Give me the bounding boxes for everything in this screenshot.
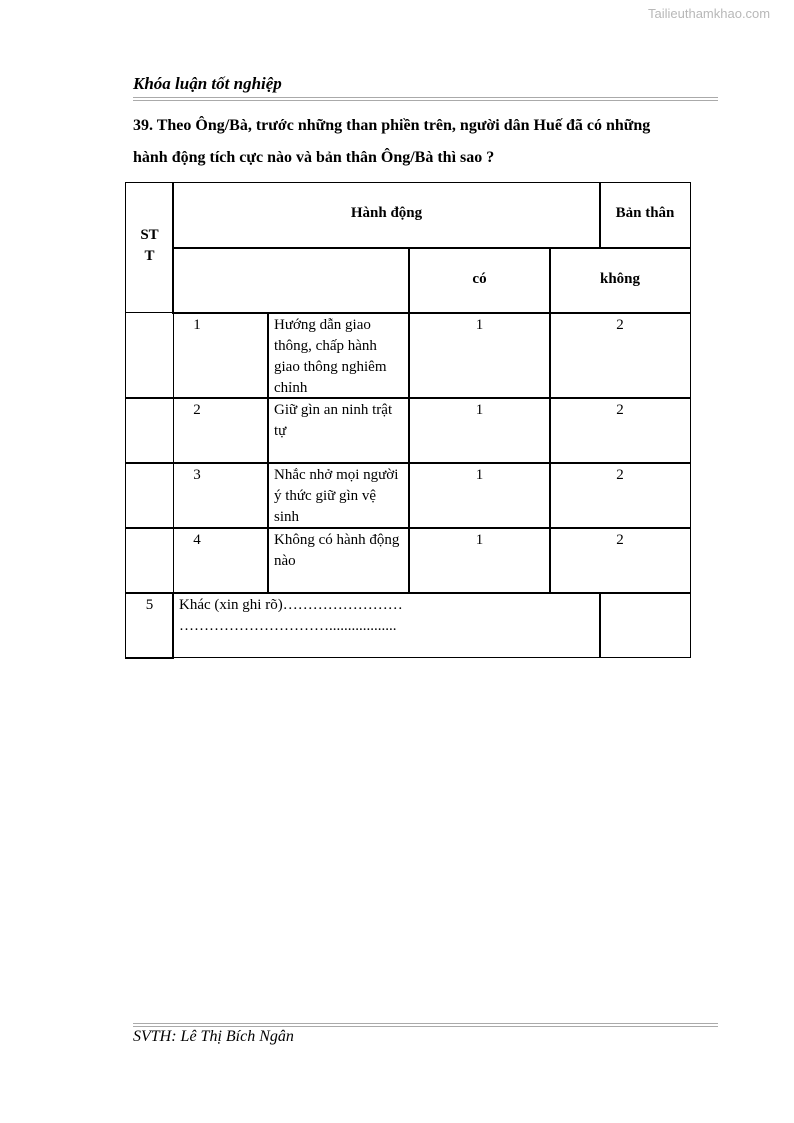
running-header: Khóa luận tốt nghiệp [133,74,282,93]
row-number: 2 [125,397,269,464]
row-no: 2 [549,312,691,399]
row-number: 3 [125,462,269,529]
header-no: không [549,247,691,314]
row-action: Nhắc nhở mọi người ý thức giữ gìn vệ sinh [267,462,410,529]
header-stt-label: ST T [140,227,159,264]
row-number: 1 [125,312,269,399]
row-number: 4 [125,527,269,594]
question-line-2: hành động tích cực nào và bản thân Ông/Bà thì sao ? [133,149,495,166]
row-action: Không có hành động nào [267,527,410,594]
footer-rule [133,1023,718,1027]
row-yes: 1 [408,462,551,529]
footer-author: SVTH: Lê Thị Bích Ngân [133,1028,294,1045]
question-line-1: 39. Theo Ông/Bà, trước những than phiền trên, người dân Huế đã có những [133,117,651,134]
other-line-1: Khác (xin ghi rõ)…………………… [179,597,403,613]
header-rule [133,97,718,101]
other-line-2: ………………………….................. [179,618,397,634]
header-action: Hành động [172,182,601,249]
row-yes: 1 [408,312,551,399]
row-yes: 1 [408,397,551,464]
row-yes: 1 [408,527,551,594]
row-no: 2 [549,527,691,594]
other-no: 5 [125,592,174,658]
other-cell [172,592,601,658]
other-self [599,592,691,658]
row-action: Giữ gìn an ninh trật tự [267,397,410,464]
row-no: 2 [549,462,691,529]
header-yes: có [408,247,551,314]
header-blank [172,247,410,314]
header-self: Bản thân [599,182,691,249]
row-no: 2 [549,397,691,464]
row-action: Hướng dẫn giao thông, chấp hành giao thông nghiêm chỉnh [267,312,410,399]
watermark: Tailieuthamkhao.com [648,6,771,21]
